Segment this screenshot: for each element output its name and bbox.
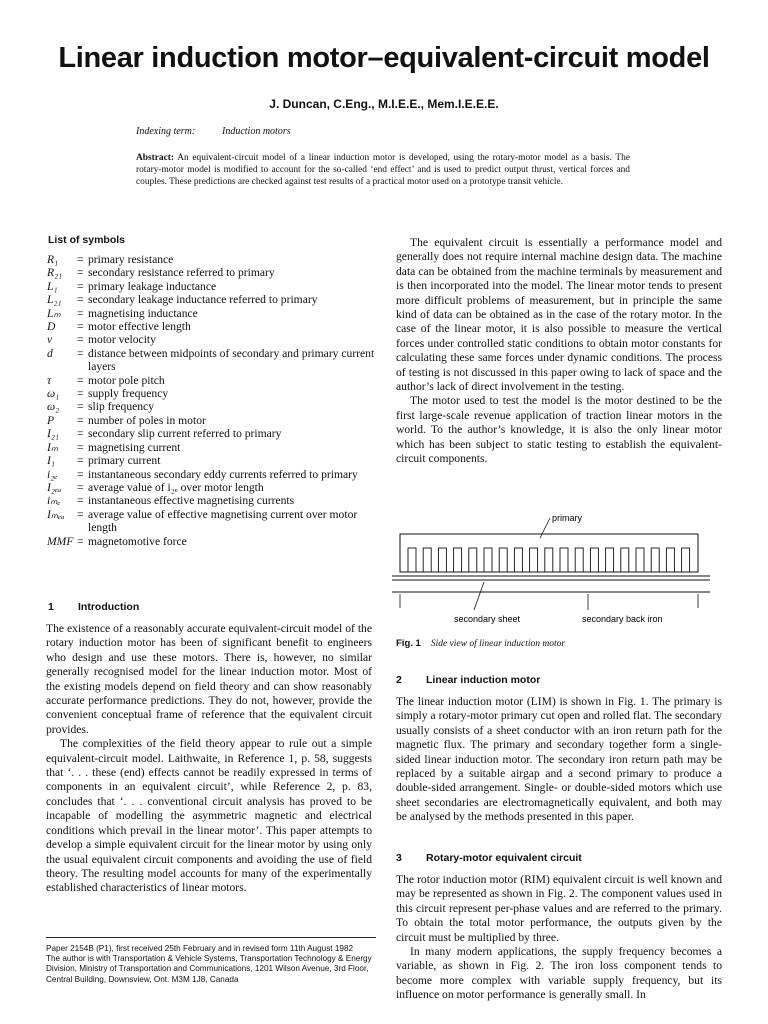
slot [499,548,507,572]
symbol-row [47,468,377,481]
section-heading-2 [396,674,540,686]
symbol-definition: motor pole pitch [88,373,165,387]
symbol-definition: instantaneous effective magnetising currents [88,494,295,508]
symbol: MMF [47,534,74,548]
symbol: L₁ [47,279,58,293]
footnote-rule [46,937,376,938]
equals-sign: = [77,373,84,387]
symbol-definition: slip frequency [88,400,154,414]
equals-sign: = [77,306,84,320]
equals-sign: = [77,413,84,427]
symbol-definition: magnetising current [88,440,181,454]
equals-sign: = [77,480,84,494]
symbol: Lₘ [47,306,61,320]
figure-number: Fig. 1 [396,638,421,649]
slot [651,548,659,572]
symbol-row [47,481,377,494]
primary-slots [408,548,690,572]
symbol-definition: motor effective length [88,320,191,334]
symbol-definition: secondary leakage inductance referred to primary [88,293,318,307]
symbol-row [47,374,377,387]
equals-sign: = [77,320,84,334]
equals-sign: = [77,346,84,360]
symbol: I₁ [47,454,55,468]
leader-secondary-sheet [474,582,484,610]
lim-text [396,695,722,825]
symbol: R₁ [47,253,59,266]
slot [438,548,446,572]
symbol: d [47,346,53,360]
symbol-row [47,494,377,507]
symbol-row [47,387,377,400]
symbol-definition: primary current [88,454,161,468]
figure-caption-text: Side view of linear induction motor [430,639,566,649]
symbols-heading: List of symbols [48,234,126,246]
indexing-terms [136,126,291,137]
slot [484,548,492,572]
symbol-row [47,307,377,320]
symbol-row [47,454,377,467]
paragraph: The linear induction motor (LIM) is shown in Fig. 1. The primary is simply a rotary-motor primary cut open and rolled flat. The secondary usually consists of a sheet conductor with an iron return path for the magnetic flux. The primary and secondary together form a single-sided linear induction motor. The secondary iron return path may be replaced by a suitable airgap and a second primary to produce a double-sided arrangement. Single- or double-sided motors which use sheet secondaries are electromagnetically equivalent, and both may be analysed by the methods presented in this paper. [396,695,722,824]
section-title: Linear induction motor [426,674,541,686]
section-heading-3 [396,852,582,864]
slot [408,548,416,572]
equals-sign: = [77,440,84,454]
equals-sign: = [77,427,84,441]
symbol: D [47,320,56,334]
symbol-definition: average value of effective magnetising current over motor length [88,507,358,535]
paragraph: The motor used to test the model is the motor destined to be the first large-scale revenue application of traction linear motors in the world. To the author’s knowledge, it is also the only linear motor which has been subject to static testing to establish the equivalent-circuit components. [396,394,722,466]
symbol: I₂₁ [47,427,59,441]
symbol: τ [47,373,52,387]
equals-sign: = [77,454,84,468]
primary-core [400,534,698,572]
abstract-text: An equivalent-circuit model of a linear induction motor is developed, using the rotary-motor model as a basis. The rotary-motor model is modified to account for the so-called ‘end effect’ and is used to predict output thrust, vertical forces and couples. These predictions are checked against test results of a practical motor used on a prototype transit vehicle. [136,153,630,187]
symbol-definition: motor velocity [88,333,156,347]
symbol-row [47,293,377,306]
equals-sign: = [77,253,84,266]
symbol: ω₁ [47,387,60,401]
indexing-label: Indexing term: [136,126,196,137]
symbol-row [47,441,377,454]
equals-sign: = [77,507,84,521]
symbol-definition: average value of i₂ₑ over motor length [88,480,264,494]
section-number: 2 [396,674,402,686]
rim-text [396,873,722,1003]
symbol-definition: magnetomotive force [88,534,187,548]
symbol-row [47,347,377,374]
leader-primary [540,518,550,538]
slot [590,548,598,572]
paragraph: In many modern applications, the supply frequency becomes a variable, as shown in Fig. 2. The iron loss component tends to become more complex with variable supply frequency, but its influence on motor performance is generally small. In [396,945,722,1002]
equals-sign: = [77,467,84,481]
label-primary: primary [552,513,583,523]
symbol-row [47,535,377,548]
symbol-definition: number of poles in motor [88,413,206,427]
symbol: v [47,333,53,347]
footnote-author-info: The author is with Transportation & Vehicle Systems, Transportation Technology & Energy Division, Ministry of Transportation and Communications, 1201 Wilson Avenue, 3rd Floor, Central Building, Downsview, Ont. M3M 1J8, Canada [46,954,372,984]
symbol-definition: secondary slip current referred to primary [88,427,282,441]
symbol: L₂₁ [47,293,62,307]
equals-sign: = [77,279,84,293]
symbol-row [47,280,377,293]
paragraph: The equivalent circuit is essentially a performance model and generally does not require internal machine design data. The machine data can be obtained from the machine terminals by measurement and is then incorporated into the model. The linear motor tends to present more difficult problems of measurement, but in principle the same kind of data can be obtained as in the case of the rotary motor. In the case of the linear motor, it is also possible to measure the vertical forces under controlled static conditions to obtain motor constants for calculating these same forces under dynamic conditions. The process of testing is not discussed in this paper owing to lack of space and the author’s lack of direct involvement in the testing. [396,236,722,394]
symbol-row [47,320,377,333]
equals-sign: = [77,534,84,548]
symbol-row [47,508,377,535]
symbol-definition: magnetising inductance [88,306,198,320]
slot [621,548,629,572]
symbol: i₂ₑ [47,467,58,481]
paper-title: Linear induction motor–equivalent-circuit model [58,42,710,74]
symbol: R₂₁ [47,266,63,280]
author-line: J. Duncan, C.Eng., M.I.E.E., Mem.I.E.E.E. [269,97,499,111]
symbol: iₘₑ [47,494,61,508]
right-column-text [396,236,722,467]
section-number: 1 [48,601,54,613]
slot [560,548,568,572]
symbol: ω₂ [47,400,60,414]
slot [514,548,522,572]
label-secondary-back-iron: secondary back iron [582,614,663,624]
figure-1-diagram [392,510,712,630]
symbol: Iₘₑₐ [47,507,65,521]
slot [454,548,462,572]
equals-sign: = [77,333,84,347]
symbol-row [47,253,377,266]
abstract-label: Abstract: [136,153,175,163]
symbol: P [47,413,55,427]
equals-sign: = [77,387,84,401]
symbol-definition: primary resistance [88,253,174,266]
symbol-row [47,414,377,427]
symbol-row [47,427,377,440]
slot [423,548,431,572]
intro-text [46,622,372,896]
symbol-definition: supply frequency [88,387,169,401]
equals-sign: = [77,293,84,307]
symbol-definition: instantaneous secondary eddy currents referred to primary [88,467,358,481]
symbol-row [47,266,377,279]
equals-sign: = [77,266,84,280]
section-title: Introduction [78,601,140,613]
figure-caption [396,638,565,649]
section-number: 3 [396,852,402,864]
paragraph: The rotor induction motor (RIM) equivalent circuit is well known and may be represented as shown in Fig. 2. The component values used in this circuit represent per-phase values and are referred to the primary. To obtain the total motor performance, the outputs given by the circuit must be multiplied by three. [396,873,722,944]
label-secondary-sheet: secondary sheet [454,614,521,624]
slot [636,548,644,572]
slot [666,548,674,572]
equals-sign: = [77,494,84,508]
symbol-definition: secondary resistance referred to primary [88,266,275,280]
paragraph: The existence of a reasonably accurate equivalent-circuit model of the rotary induction motor has been of significant benefit to engineers who design and use these motors. There is, however, no similar generally recognised model for the linear induction motor. Most of the existing models depend on field theory and can show reasonably accurate performance predictions. They do not, however, provide the convenient conceptual frame of reference that the equivalent circuit provides. [46,622,372,736]
indexing-term: Induction motors [222,126,291,137]
symbol-definition: primary leakage inductance [88,279,217,293]
slot [469,548,477,572]
equals-sign: = [77,400,84,414]
slot [545,548,553,572]
section-heading-1 [48,601,139,613]
footnote-paper-info: Paper 2154B (P1), first received 25th February and in revised form 11th August 1982 [46,944,354,953]
symbol-row [47,333,377,346]
section-title: Rotary-motor equivalent circuit [426,852,582,864]
symbol-list [47,253,377,548]
paragraph: The complexities of the field theory appear to rule out a simple equivalent-circuit model. Laithwaite, in Reference 1, p. 58, suggests that ‘. . . these (end) effects cannot be readily expressed in terms of components in an equivalent circuit’, while Reference 2, p. 83, concludes that ‘. . . conventional circuit analysis has proved to be incapable of modelling the asymmetric magnetic and electrical conditions which prevail in the linear motor’. This paper attempts to develop a simple equivalent circuit for the linear motor by using only the usual equivalent circuit components and avoiding the use of field theory. The resulting model accounts for many of the experimentally established characteristics of linear motors. [46,737,372,895]
symbol-definition: distance between midpoints of secondary and primary current layers [88,346,375,374]
abstract [136,152,630,188]
footnote [46,944,376,985]
slot [530,548,538,572]
symbol-row [47,400,377,413]
slot [682,548,690,572]
symbol: Iₘ [47,440,59,454]
symbol: I₂ₑₐ [47,480,62,494]
slot [606,548,614,572]
slot [575,548,583,572]
